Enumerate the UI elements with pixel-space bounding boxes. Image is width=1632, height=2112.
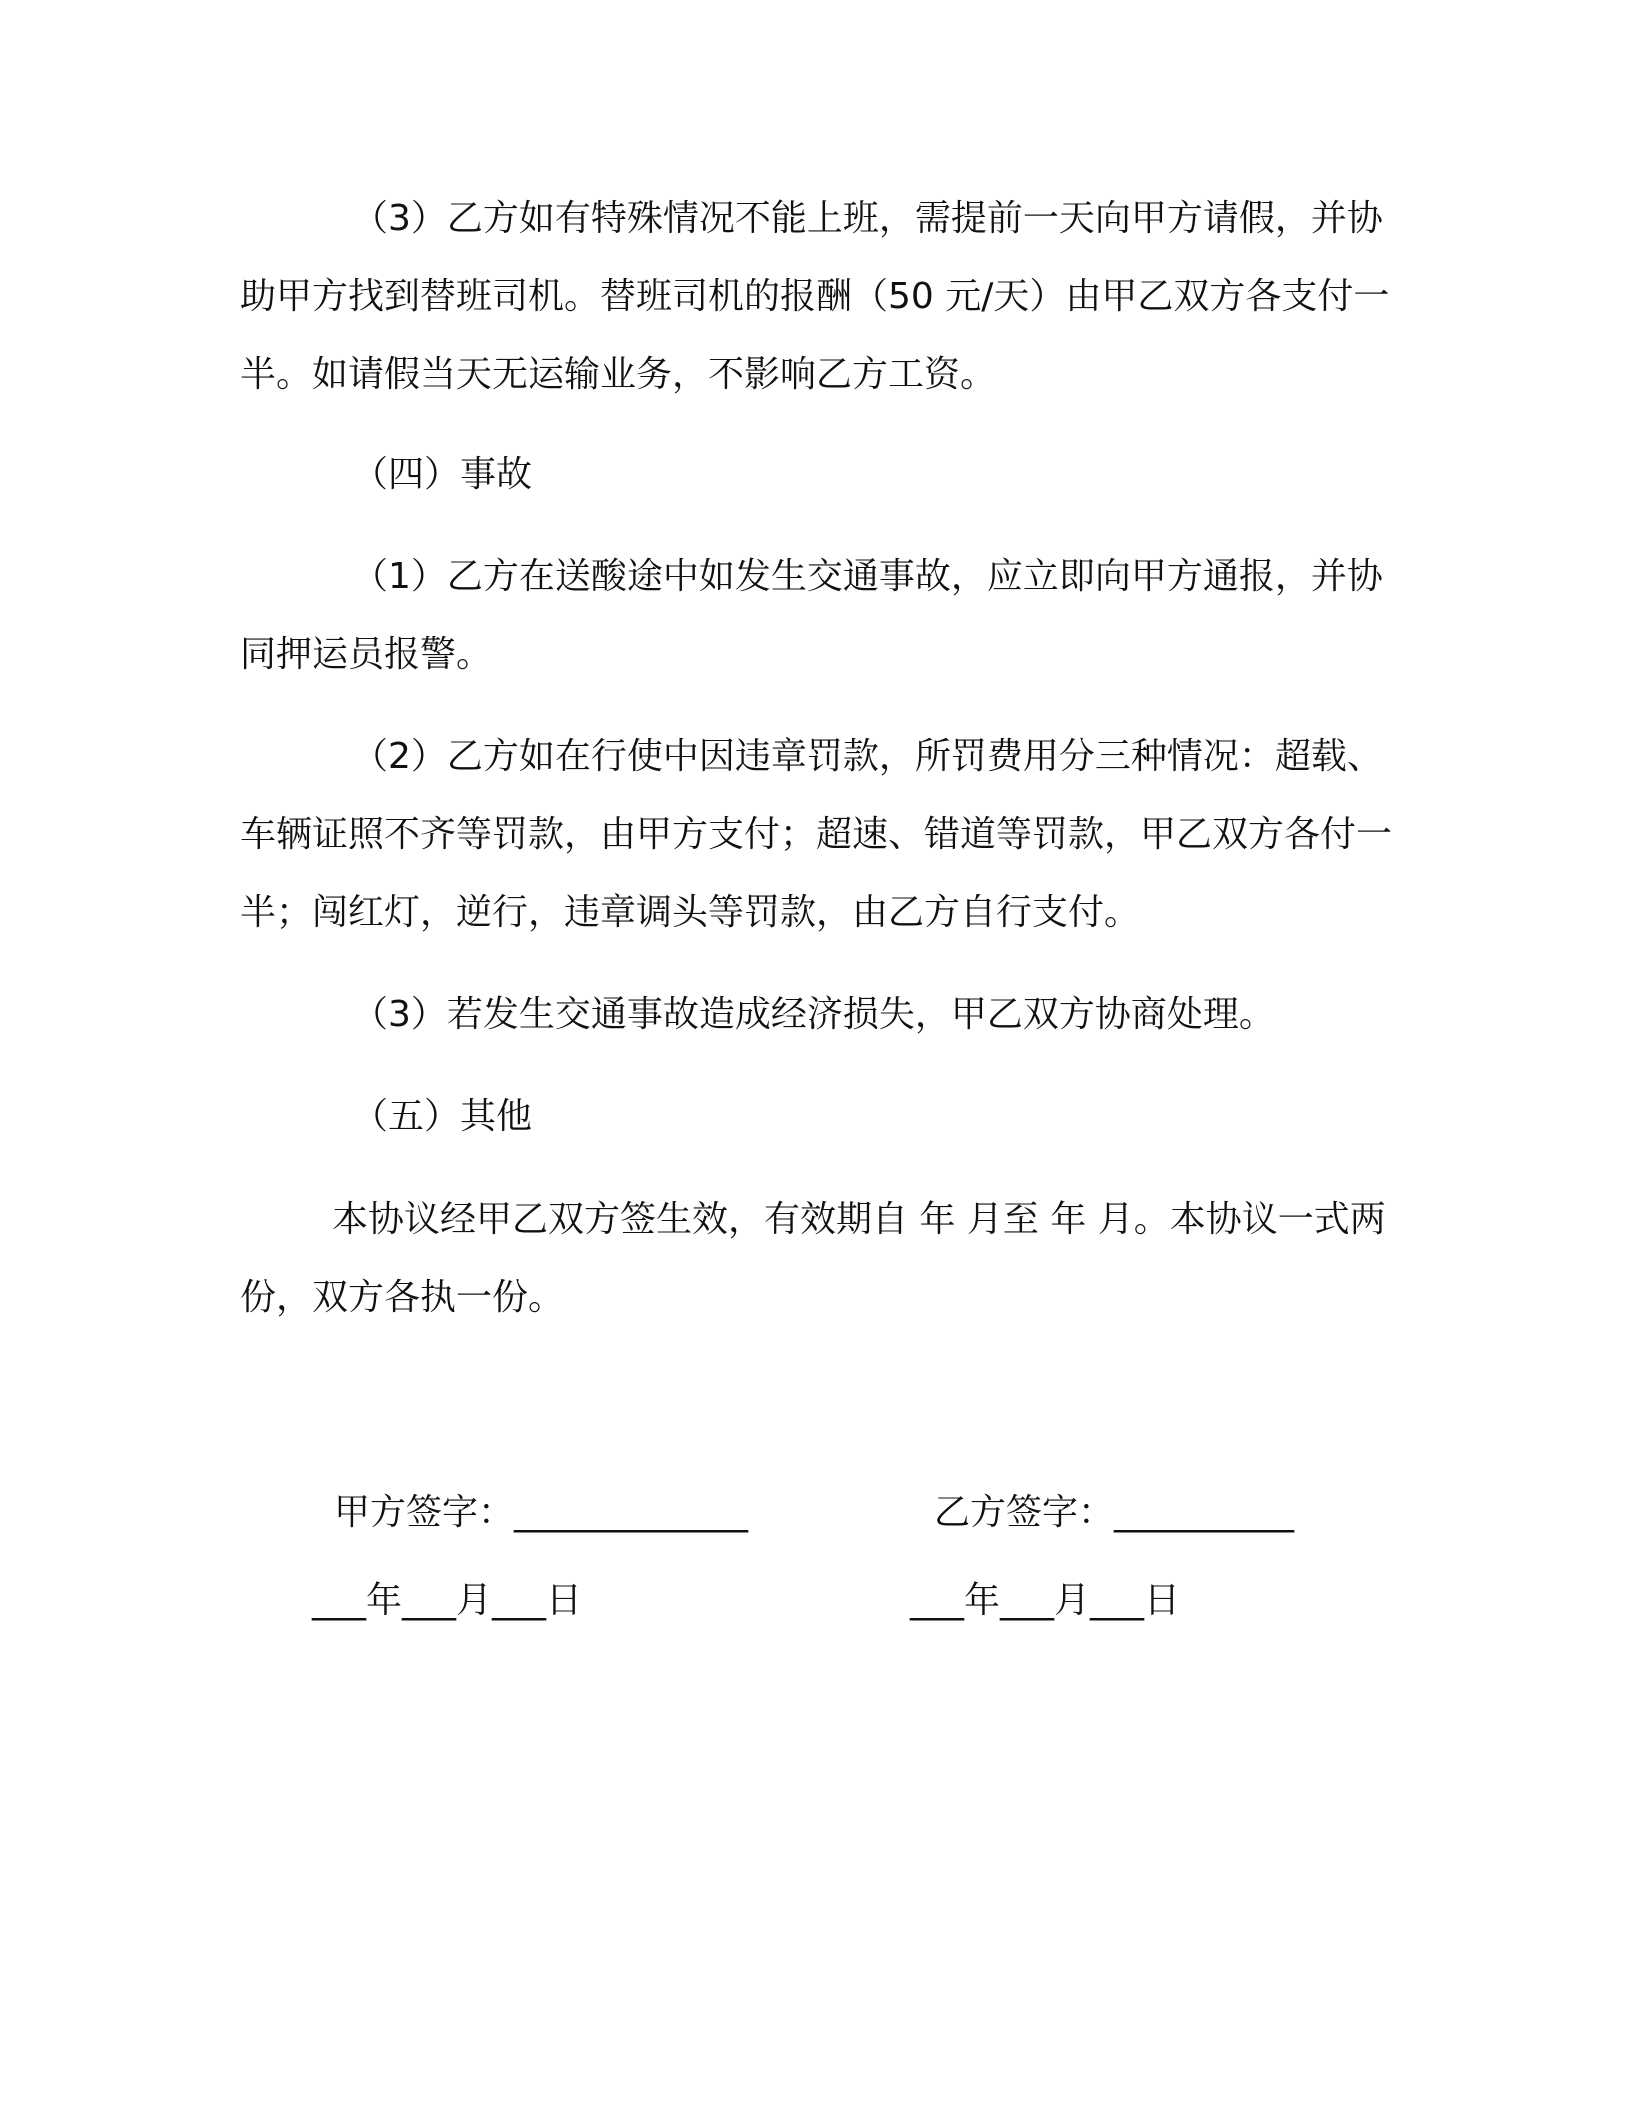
section-heading-other: （五）其他 (352, 1096, 533, 1137)
paragraph-validity: 本协议经甲乙双方签生效，有效期自 年 月至 年 月。本协议一式两份，双方各执一份。 (240, 1199, 1386, 1318)
party-a-date-line: ___年___月___日 (312, 1580, 583, 1621)
party-a-signature-line: 甲方签字：_____________ (334, 1492, 749, 1533)
paragraph-traffic-fines: （2）乙方如在行使中因违章罚款，所罚费用分三种情况：超载、车辆证照不齐等罚款，由甲方支付；超速、错道等罚款，甲乙双方各付一半；闯红灯，逆行，违章调头等罚款，由乙方自行支付。 (240, 736, 1393, 933)
party-b-signature-line: 乙方签字：__________ (934, 1492, 1295, 1533)
party-b-date-line: ___年___月___日 (910, 1580, 1181, 1621)
paragraph-substitute-driver: （3）乙方如有特殊情况不能上班，需提前一天向甲方请假，并协助甲方找到替班司机。替班司机的报酬（50 元/天）由甲乙双方各支付一半。如请假当天无运输业务，不影响乙方工资。 (240, 198, 1390, 395)
paragraph-economic-loss: （3）若发生交通事故造成经济损失，甲乙双方协商处理。 (352, 994, 1275, 1035)
section-heading-accident: （四）事故 (352, 454, 533, 495)
paragraph-accident-report: （1）乙方在送酸途中如发生交通事故，应立即向甲方通报，并协同押运员报警。 (240, 556, 1383, 675)
